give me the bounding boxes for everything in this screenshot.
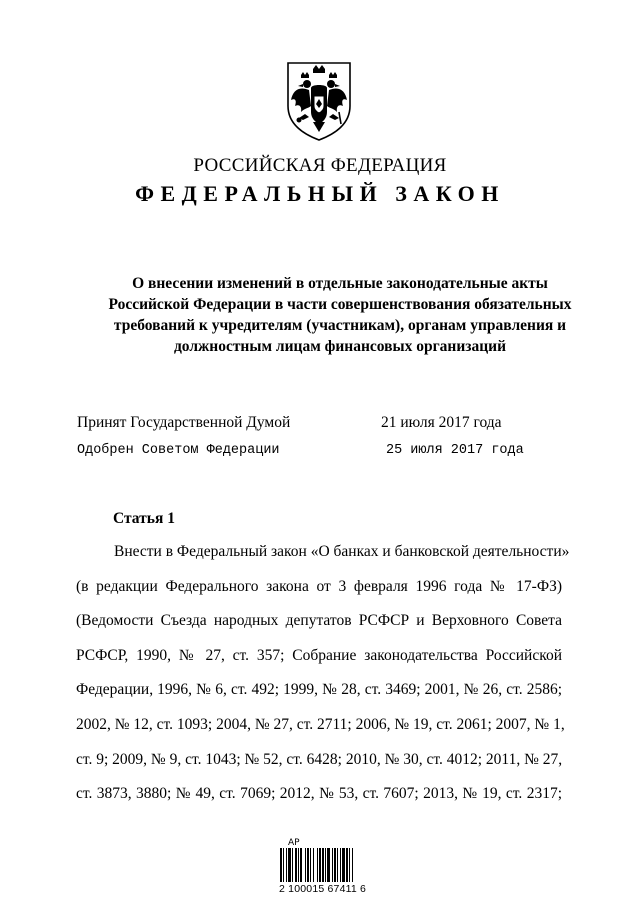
barcode-bar: [332, 848, 333, 882]
barcode-bar: [342, 848, 345, 882]
article-text-line: РСФСР, 1990, № 27, ст. 357; Собрание законодательства Российской: [76, 646, 562, 664]
barcode-bar: [310, 848, 311, 882]
barcode-bar: [280, 848, 282, 882]
barcode-bar: [352, 848, 353, 882]
article-text-line: Федерации, 1996, № 6, ст. 492; 1999, № 28, ст. 3469; 2001, № 26, ст. 2586;: [76, 681, 562, 699]
barcode-bar: [283, 848, 284, 882]
barcode-bar: [300, 848, 302, 882]
approved-date: 25 июля 2017 года: [386, 443, 524, 458]
article-text-line: (Ведомости Съезда народных депутатов РСФСР и Верховного Совета: [76, 612, 562, 630]
article-heading: Статья 1: [113, 510, 175, 527]
barcode-bar: [288, 848, 291, 882]
barcode-bar: [327, 848, 330, 882]
barcode-bar: [349, 848, 350, 882]
barcode-bar: [286, 848, 287, 882]
barcode-bar: [313, 848, 314, 882]
article-text-line: Внести в Федеральный закон «О банках и банковской деятельности»: [114, 543, 570, 560]
barcode-bar: [346, 848, 348, 882]
barcode-bar: [319, 848, 321, 882]
barcode-mark: АР: [288, 838, 300, 848]
barcode: [279, 838, 379, 895]
barcode-bar: [322, 848, 324, 882]
article-text-line: 2002, № 12, ст. 1093; 2004, № 27, ст. 2711; 2006, № 19, ст. 2061; 2007, № 1,: [76, 715, 565, 733]
barcode-bar: [337, 848, 338, 882]
article-body: [76, 541, 570, 818]
barcode-bar: [340, 848, 341, 882]
barcode-bar: [317, 848, 318, 882]
barcode-bar: [292, 848, 293, 882]
barcode-bar: [307, 848, 309, 882]
article-text-line: ст. 9; 2009, № 9, ст. 1043; № 52, ст. 6428; 2010, № 30, ст. 4012; 2011, № 27,: [76, 750, 563, 768]
article-text-line: (в редакции Федерального закона от 3 февраля 1996 года № 17-ФЗ): [76, 577, 562, 595]
law-title-line: Российской Федерации в части совершенствования обязательных: [108, 296, 572, 313]
barcode-bar: [334, 848, 336, 882]
barcode-bar: [305, 848, 306, 882]
article-text-line: ст. 3873, 3880; № 49, ст. 7069; 2012, № 53, ст. 7607; 2013, № 19, ст. 2317;: [76, 785, 562, 803]
adopted-label: Принят Государственной Думой: [77, 414, 291, 431]
law-title-line: О внесении изменений в отдельные законодательные акты: [132, 275, 548, 292]
law-title: [60, 273, 620, 357]
barcode-bar: [325, 848, 326, 882]
country-name: РОССИЙСКАЯ ФЕДЕРАЦИЯ: [193, 155, 447, 176]
coat-of-arms-icon: [285, 60, 353, 142]
barcode-bar: [298, 848, 299, 882]
document-type: ФЕДЕРАЛЬНЫЙ ЗАКОН: [135, 181, 505, 206]
adopted-date: 21 июля 2017 года: [381, 414, 502, 431]
law-title-line: требований к учредителям (участникам), органам управления и: [113, 317, 567, 334]
barcode-bars: [280, 848, 376, 882]
barcode-number: 2 100015 67411 6: [279, 883, 367, 895]
law-title-line: должностным лицам финансовых организаций: [173, 338, 507, 355]
barcode-bar: [295, 848, 297, 882]
approved-label: Одобрен Советом Федерации: [77, 443, 280, 458]
